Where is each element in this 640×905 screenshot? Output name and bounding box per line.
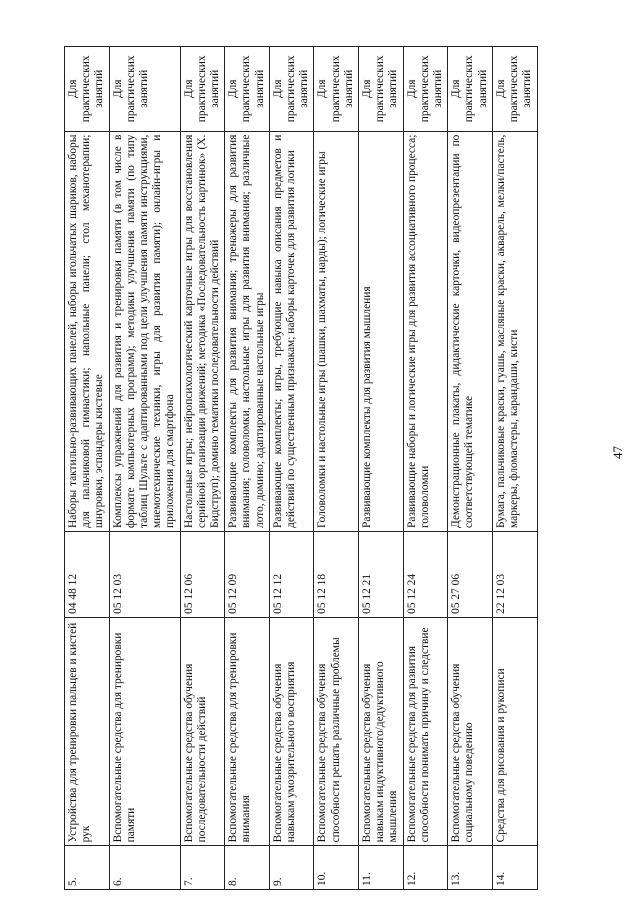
description-cell: Развивающие комплекты для развития внимания; тренажеры для развития внимания; головоломки, настольные игры для развития внимания; различные лото, домино; адаптированные настольные игры <box>225 131 270 531</box>
classification-code-cell: 05 12 06 <box>180 531 225 617</box>
row-number-cell: 12. <box>403 846 448 890</box>
table-row <box>403 47 448 890</box>
description-cell: Наборы тактильно-развивающих панелей, наборы игольчатых шариков, наборы для пальчиковой гимнастики; напольные панели; стол механотерапии; шнуровки, эспандеры кистевые <box>65 131 110 531</box>
description-cell: Развивающие комплекты; игры, требующие навыка описания предметов и действий по существенным признакам; наборы карточек для развития логики <box>269 131 314 531</box>
purpose-cell: Для практических занятий <box>448 47 493 132</box>
table-row <box>180 47 225 890</box>
classification-code-cell: 05 12 24 <box>403 531 448 617</box>
purpose-cell: Для практических занятий <box>225 47 270 132</box>
table-body <box>65 47 538 890</box>
row-number-cell: 5. <box>65 846 110 890</box>
item-name-cell: Вспомогательные средства для тренировки памяти <box>109 617 180 846</box>
purpose-cell: Для практических занятий <box>492 47 537 132</box>
item-name-cell: Вспомогательные средства для развития способности понимать причину и следствие <box>403 617 448 846</box>
table-row <box>314 47 359 890</box>
description-cell: Развивающие наборы и логические игры для развития ассоциативного процесса; головоломки <box>403 131 448 531</box>
description-cell: Развивающие комплекты для развития мышления <box>359 131 404 531</box>
item-name-cell: Вспомогательные средства обучения навыкам индуктивного/дедуктивного мышления <box>359 617 404 846</box>
item-name-cell: Вспомогательные средства обучения способности решать различные проблемы <box>314 617 359 846</box>
description-cell: Демонстрационные плакаты, дидактические карточки, видеопрезентации по соответствующей тематике <box>448 131 493 531</box>
item-name-cell: Средства для рисования и рукописи <box>492 617 537 846</box>
row-number-cell: 8. <box>225 846 270 890</box>
purpose-cell: Для практических занятий <box>359 47 404 132</box>
table-row <box>225 47 270 890</box>
row-number-cell: 11. <box>359 846 404 890</box>
table-row <box>269 47 314 890</box>
classification-code-cell: 04 48 12 <box>65 531 110 617</box>
classification-code-cell: 05 12 12 <box>269 531 314 617</box>
row-number-cell: 14. <box>492 846 537 890</box>
table-row <box>109 47 180 890</box>
purpose-cell: Для практических занятий <box>109 47 180 132</box>
table-row <box>359 47 404 890</box>
classification-code-cell: 22 12 03 <box>492 531 537 617</box>
table-row <box>448 47 493 890</box>
description-cell: Комплексы упражнений для развития и тренировки памяти (в том числе в формате компьютерных программ); методики улучшения памяти (по типу таблиц Шульте с адаптированными под цели улучшения памяти инструкциями, мнемотехнические техники, игры для развития памяти); онлайн-игры и приложения для смартфона <box>109 131 180 531</box>
table-row <box>492 47 537 890</box>
row-number-cell: 9. <box>269 846 314 890</box>
item-name-cell: Вспомогательные средства для тренировки внимания <box>225 617 270 846</box>
purpose-cell: Для практических занятий <box>269 47 314 132</box>
purpose-cell: Для практических занятий <box>403 47 448 132</box>
classification-code-cell: 05 27 06 <box>448 531 493 617</box>
description-cell: Бумага, пальчиковые краски, гуашь, масляные краски, акварель, мелки/пастель, маркеры, фломастеры, карандаши, кисти <box>492 131 537 531</box>
equipment-table <box>64 46 538 890</box>
classification-code-cell: 05 12 03 <box>109 531 180 617</box>
item-name-cell: Устройства для тренировки пальцев и кистей рук <box>65 617 110 846</box>
classification-code-cell: 05 12 18 <box>314 531 359 617</box>
item-name-cell: Вспомогательные средства обучения последовательности действий <box>180 617 225 846</box>
row-number-cell: 6. <box>109 846 180 890</box>
purpose-cell: Для практических занятий <box>180 47 225 132</box>
purpose-cell: Для практических занятий <box>65 47 110 132</box>
classification-code-cell: 05 12 21 <box>359 531 404 617</box>
row-number-cell: 10. <box>314 846 359 890</box>
purpose-cell: Для практических занятий <box>314 47 359 132</box>
table-row <box>65 47 110 890</box>
item-name-cell: Вспомогательные средства обучения навыкам умозрительного восприятия <box>269 617 314 846</box>
item-name-cell: Вспомогательные средства обучения социальному поведению <box>448 617 493 846</box>
page-number: 47 <box>610 446 625 459</box>
row-number-cell: 7. <box>180 846 225 890</box>
row-number-cell: 13. <box>448 846 493 890</box>
description-cell: Головоломки и настольные игры (шашки, шахматы, нарды); логические игры <box>314 131 359 531</box>
description-cell: Настольные игры; нейропсихологический карточные игры для восстановления серийной организации движений; методика «Последовательность картинок» (Х. Бидструп); домино тематики последовательности действий <box>180 131 225 531</box>
classification-code-cell: 05 12 09 <box>225 531 270 617</box>
